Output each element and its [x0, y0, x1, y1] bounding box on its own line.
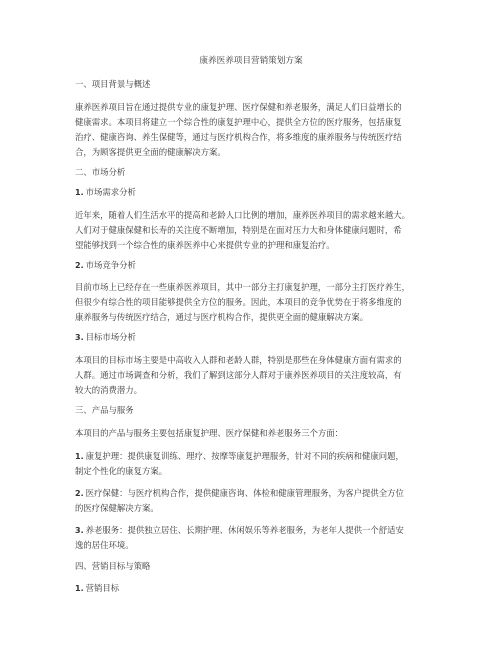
- line-text: 康养服务与传统医疗结合，通过与医疗机构合作，提供更全面的健康解决方案。: [75, 312, 369, 322]
- paragraph-line: [75, 369, 402, 381]
- item-number: 2.: [75, 261, 84, 270]
- line-text: 目前市场上已经存在一些康养医养项目，其中一部分主打康复护理，一部分主打医疗养生，: [75, 282, 410, 292]
- line-text: 望能够找到一个综合性的康养医养中心来提供专业的护理和康复治疗。: [75, 240, 335, 250]
- paragraph-line: [75, 146, 226, 158]
- list-item-rehab: [75, 450, 404, 463]
- line-text: 市场需求分析: [85, 187, 136, 197]
- line-text: 康养医养项目旨在通过提供专业的康复护理、医疗保健和养老服务，满足人们日益增长的: [75, 102, 402, 112]
- paragraph-line: [75, 465, 167, 477]
- paragraph-line: [75, 354, 402, 366]
- item-number: 2.: [75, 489, 84, 498]
- document-title: 康养医养项目营销策划方案: [199, 56, 303, 66]
- subheading-competition: [75, 259, 136, 272]
- subheading-goal: [75, 582, 119, 595]
- line-text: 营销目标: [85, 583, 120, 593]
- line-text: 四、营销目标与策略: [75, 561, 151, 571]
- line-text: 治疗、健康咨询、养生保健等，通过与医疗机构合作，将多维度的康养服务与传统医疗结: [75, 132, 402, 142]
- line-text: 的医疗保健解决方案。: [75, 503, 159, 513]
- line-text: 一、项目背景与概述: [75, 79, 151, 89]
- paragraph-line: [75, 239, 335, 251]
- paragraph-line: [75, 539, 134, 551]
- subheading-demand: [75, 186, 136, 199]
- line-text: 医疗保健：与医疗机构合作，提供健康咨询、体检和健康管理服务，为客户提供全方位: [85, 488, 404, 498]
- item-number: 1.: [75, 452, 84, 461]
- line-text: 人们对于健康保健和长寿的关注度不断增加，特别是在面对压力大和身体健康问题时，希: [75, 225, 402, 235]
- line-text: 养老服务：提供独立居住、长期护理、休闲娱乐等养老服务，为老年人提供一个舒适安: [85, 525, 404, 535]
- line-text: 本项目的目标市场主要是中高收入人群和老龄人群，特别是那些在身体健康方面有需求的: [75, 355, 402, 365]
- line-text: 近年来，随着人们生活水平的提高和老龄人口比例的增加，康养医养项目的需求越来越大。: [75, 210, 410, 220]
- paragraph-line: [75, 311, 368, 323]
- paragraph-line: [75, 281, 410, 293]
- section-heading-background: [75, 78, 150, 90]
- paragraph-line: [75, 296, 402, 308]
- list-item-elderly: [75, 524, 404, 537]
- line-text: 康复护理：提供康复训练、理疗、按摩等康复护理服务，针对不同的疾病和健康问题，: [85, 451, 404, 461]
- item-number: 3.: [75, 333, 84, 342]
- section-heading-market: [75, 166, 125, 178]
- line-text: 二、市场分析: [75, 167, 126, 177]
- line-text: 三、产品与服务: [75, 405, 134, 415]
- paragraph-line: [75, 224, 402, 236]
- line-text: 市场竞争分析: [85, 260, 136, 270]
- list-item-medical: [75, 487, 404, 500]
- section-heading-products: [75, 404, 134, 416]
- line-text: 较大的消费潜力。: [75, 385, 142, 395]
- item-number: 1.: [75, 584, 84, 593]
- item-number: 1.: [75, 188, 84, 197]
- item-number: 3.: [75, 526, 84, 535]
- line-text: 本项目的产品与服务主要包括康复护理、医疗保健和养老服务三个方面：: [75, 428, 343, 438]
- paragraph-line: [75, 384, 142, 396]
- paragraph-line: [75, 131, 402, 143]
- line-text: 人群。通过市场调查和分析，我们了解到这部分人群对于康养医养项目的关注度较高，有: [75, 370, 402, 380]
- line-text: 合，为顾客提供更全面的健康解决方案。: [75, 147, 226, 157]
- section-heading-marketing: [75, 560, 150, 572]
- subheading-target: [75, 331, 136, 344]
- line-text: 目标市场分析: [85, 332, 136, 342]
- line-text: 健康需求。本项目将建立一个综合性的康复护理中心，提供全方位的医疗服务，包括康复: [75, 117, 402, 127]
- line-text: 逸的居住环境。: [75, 540, 134, 550]
- paragraph-line: [75, 209, 410, 221]
- line-text: 但很少有综合性的项目能够提供全方位的服务。因此，本项目的竞争优势在于将多维度的: [75, 297, 402, 307]
- paragraph-line: [75, 101, 402, 113]
- paragraph-line: [75, 502, 159, 514]
- paragraph-line: [75, 427, 343, 439]
- paragraph-line: [75, 116, 402, 128]
- line-text: 制定个性化的康复方案。: [75, 466, 168, 476]
